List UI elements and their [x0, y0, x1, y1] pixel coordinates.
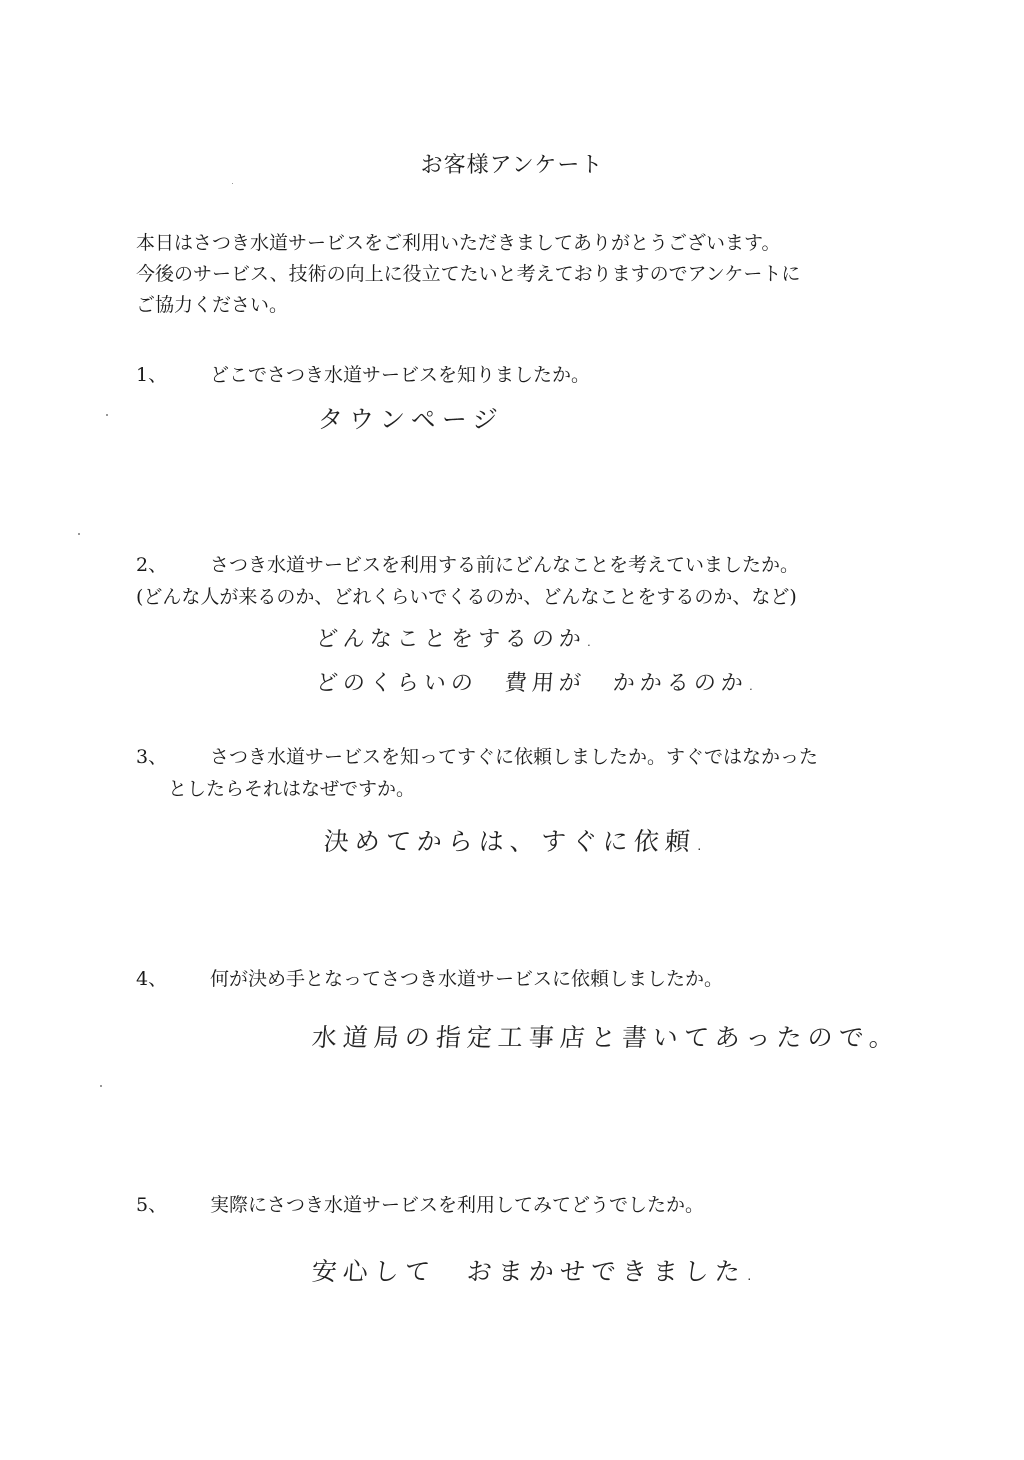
page-title: お客様アンケート — [420, 153, 604, 178]
question-text: さつき水道サービスを知ってすぐに依頼しましたか。すぐではなかった — [210, 746, 819, 768]
intro-paragraph — [136, 228, 916, 321]
question-number: 4、 — [136, 968, 168, 990]
scan-speck — [106, 414, 108, 416]
handwritten-answer: 安心して おまかせできました. — [310, 1257, 761, 1286]
question-number: 5、 — [136, 1194, 168, 1216]
handwritten-answer: どんなことをするのか. — [314, 627, 599, 652]
question-text: さつき水道サービスを利用する前にどんなことを考えていましたか。 — [210, 554, 800, 576]
question-number: 1、 — [136, 364, 168, 386]
handwritten-answer: どのくらいの 費用が かかるのか. — [314, 671, 761, 696]
question-number: 2、 — [136, 554, 168, 576]
question-text: 実際にさつき水道サービスを利用してみてどうでしたか。 — [210, 1194, 705, 1216]
handwritten-answer: 決めてからは、すぐに依頼. — [322, 827, 711, 856]
question-subtext: としたらそれはなぜですか。 — [168, 778, 416, 800]
handwritten-answer: タウンページ — [316, 405, 505, 434]
question-number: 3、 — [136, 746, 168, 768]
intro-line: ご協力ください。 — [136, 294, 289, 316]
scan-speck — [78, 533, 80, 535]
intro-line: 本日はさつき水道サービスをご利用いただきましてありがとうございます。 — [136, 232, 781, 254]
question-subtext: (どんな人が来るのか、どれくらいでくるのか、どんなことをするのか、など) — [136, 586, 797, 608]
question-text: 何が決め手となってさつき水道サービスに依頼しましたか。 — [210, 968, 724, 990]
intro-line: 今後のサービス、技術の向上に役立てたいと考えておりますのでアンケートに — [136, 263, 801, 285]
scan-speck — [232, 183, 233, 184]
scan-speck — [100, 1085, 102, 1087]
handwritten-answer: 水道局の指定工事店と書いてあったので。 — [310, 1023, 902, 1052]
question-text: どこでさつき水道サービスを知りましたか。 — [210, 364, 591, 386]
